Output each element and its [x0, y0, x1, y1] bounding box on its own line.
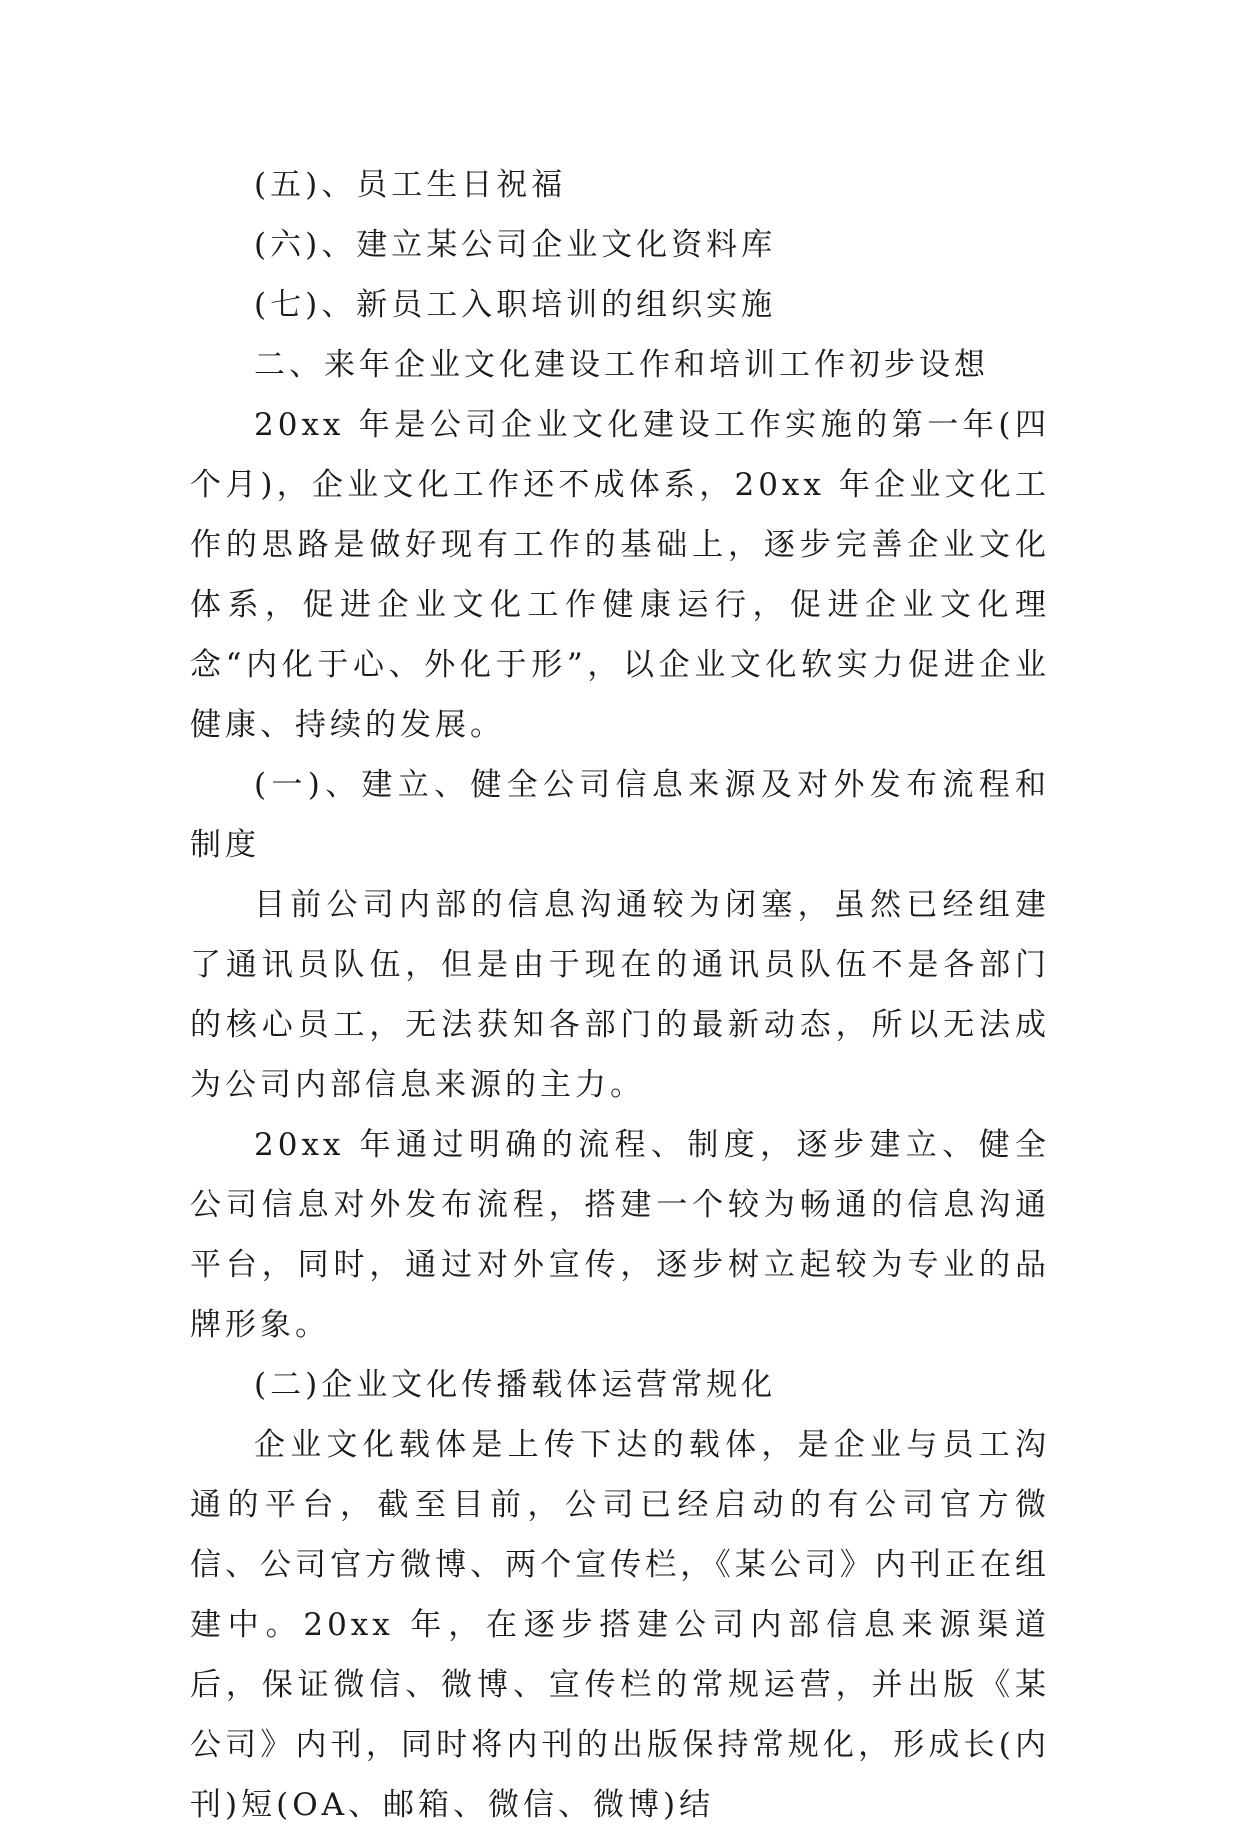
section-heading-5: (五)、员工生日祝福 — [254, 167, 567, 203]
document-body — [190, 155, 1050, 1835]
subsection-heading-1: (一)、建立、健全公司信息来源及对外发布流程和制度 — [190, 767, 1050, 863]
subsection-heading-2: (二)企业文化传播载体运营常规化 — [254, 1367, 777, 1403]
body-paragraph-current-state: 目前公司内部的信息沟通较为闭塞，虽然已经组建了通讯员队伍，但是由于现在的通讯员队伍不是各部门的核心员工，无法获知各部门的最新动态，所以无法成为公司内部信息来源的主力。 — [190, 887, 1050, 1103]
body-paragraph-intro: 20xx 年是公司企业文化建设工作实施的第一年(四个月)，企业文化工作还不成体系，20xx 年企业文化工作的思路是做好现有工作的基础上，逐步完善企业文化体系，促进企业文化工作健康运行，促进企业文化理念“内化于心、外化于形”，以企业文化软实力促进企业健康、持续的发展。 — [190, 407, 1050, 743]
section-heading-7: (七)、新员工入职培训的组织实施 — [254, 287, 777, 323]
section-heading-6: (六)、建立某公司企业文化资料库 — [254, 227, 777, 263]
chapter-heading-2: 二、来年企业文化建设工作和培训工作初步设想 — [254, 347, 989, 383]
body-paragraph-carriers: 企业文化载体是上传下达的载体，是企业与员工沟通的平台，截至目前，公司已经启动的有公司官方微信、公司官方微博、两个宣传栏，《某公司》内刊正在组建中。20xx 年，在逐步搭建公司内部信息来源渠道后，保证微信、微博、宣传栏的常规运营，并出版《某公司》内刊，同时将内刊的出版保持常规化，形成长(内刊)短(OA、邮箱、微信、微博)结 — [190, 1427, 1050, 1823]
body-paragraph-plan: 20xx 年通过明确的流程、制度，逐步建立、健全公司信息对外发布流程，搭建一个较为畅通的信息沟通平台，同时，通过对外宣传，逐步树立起较为专业的品牌形象。 — [190, 1127, 1050, 1343]
